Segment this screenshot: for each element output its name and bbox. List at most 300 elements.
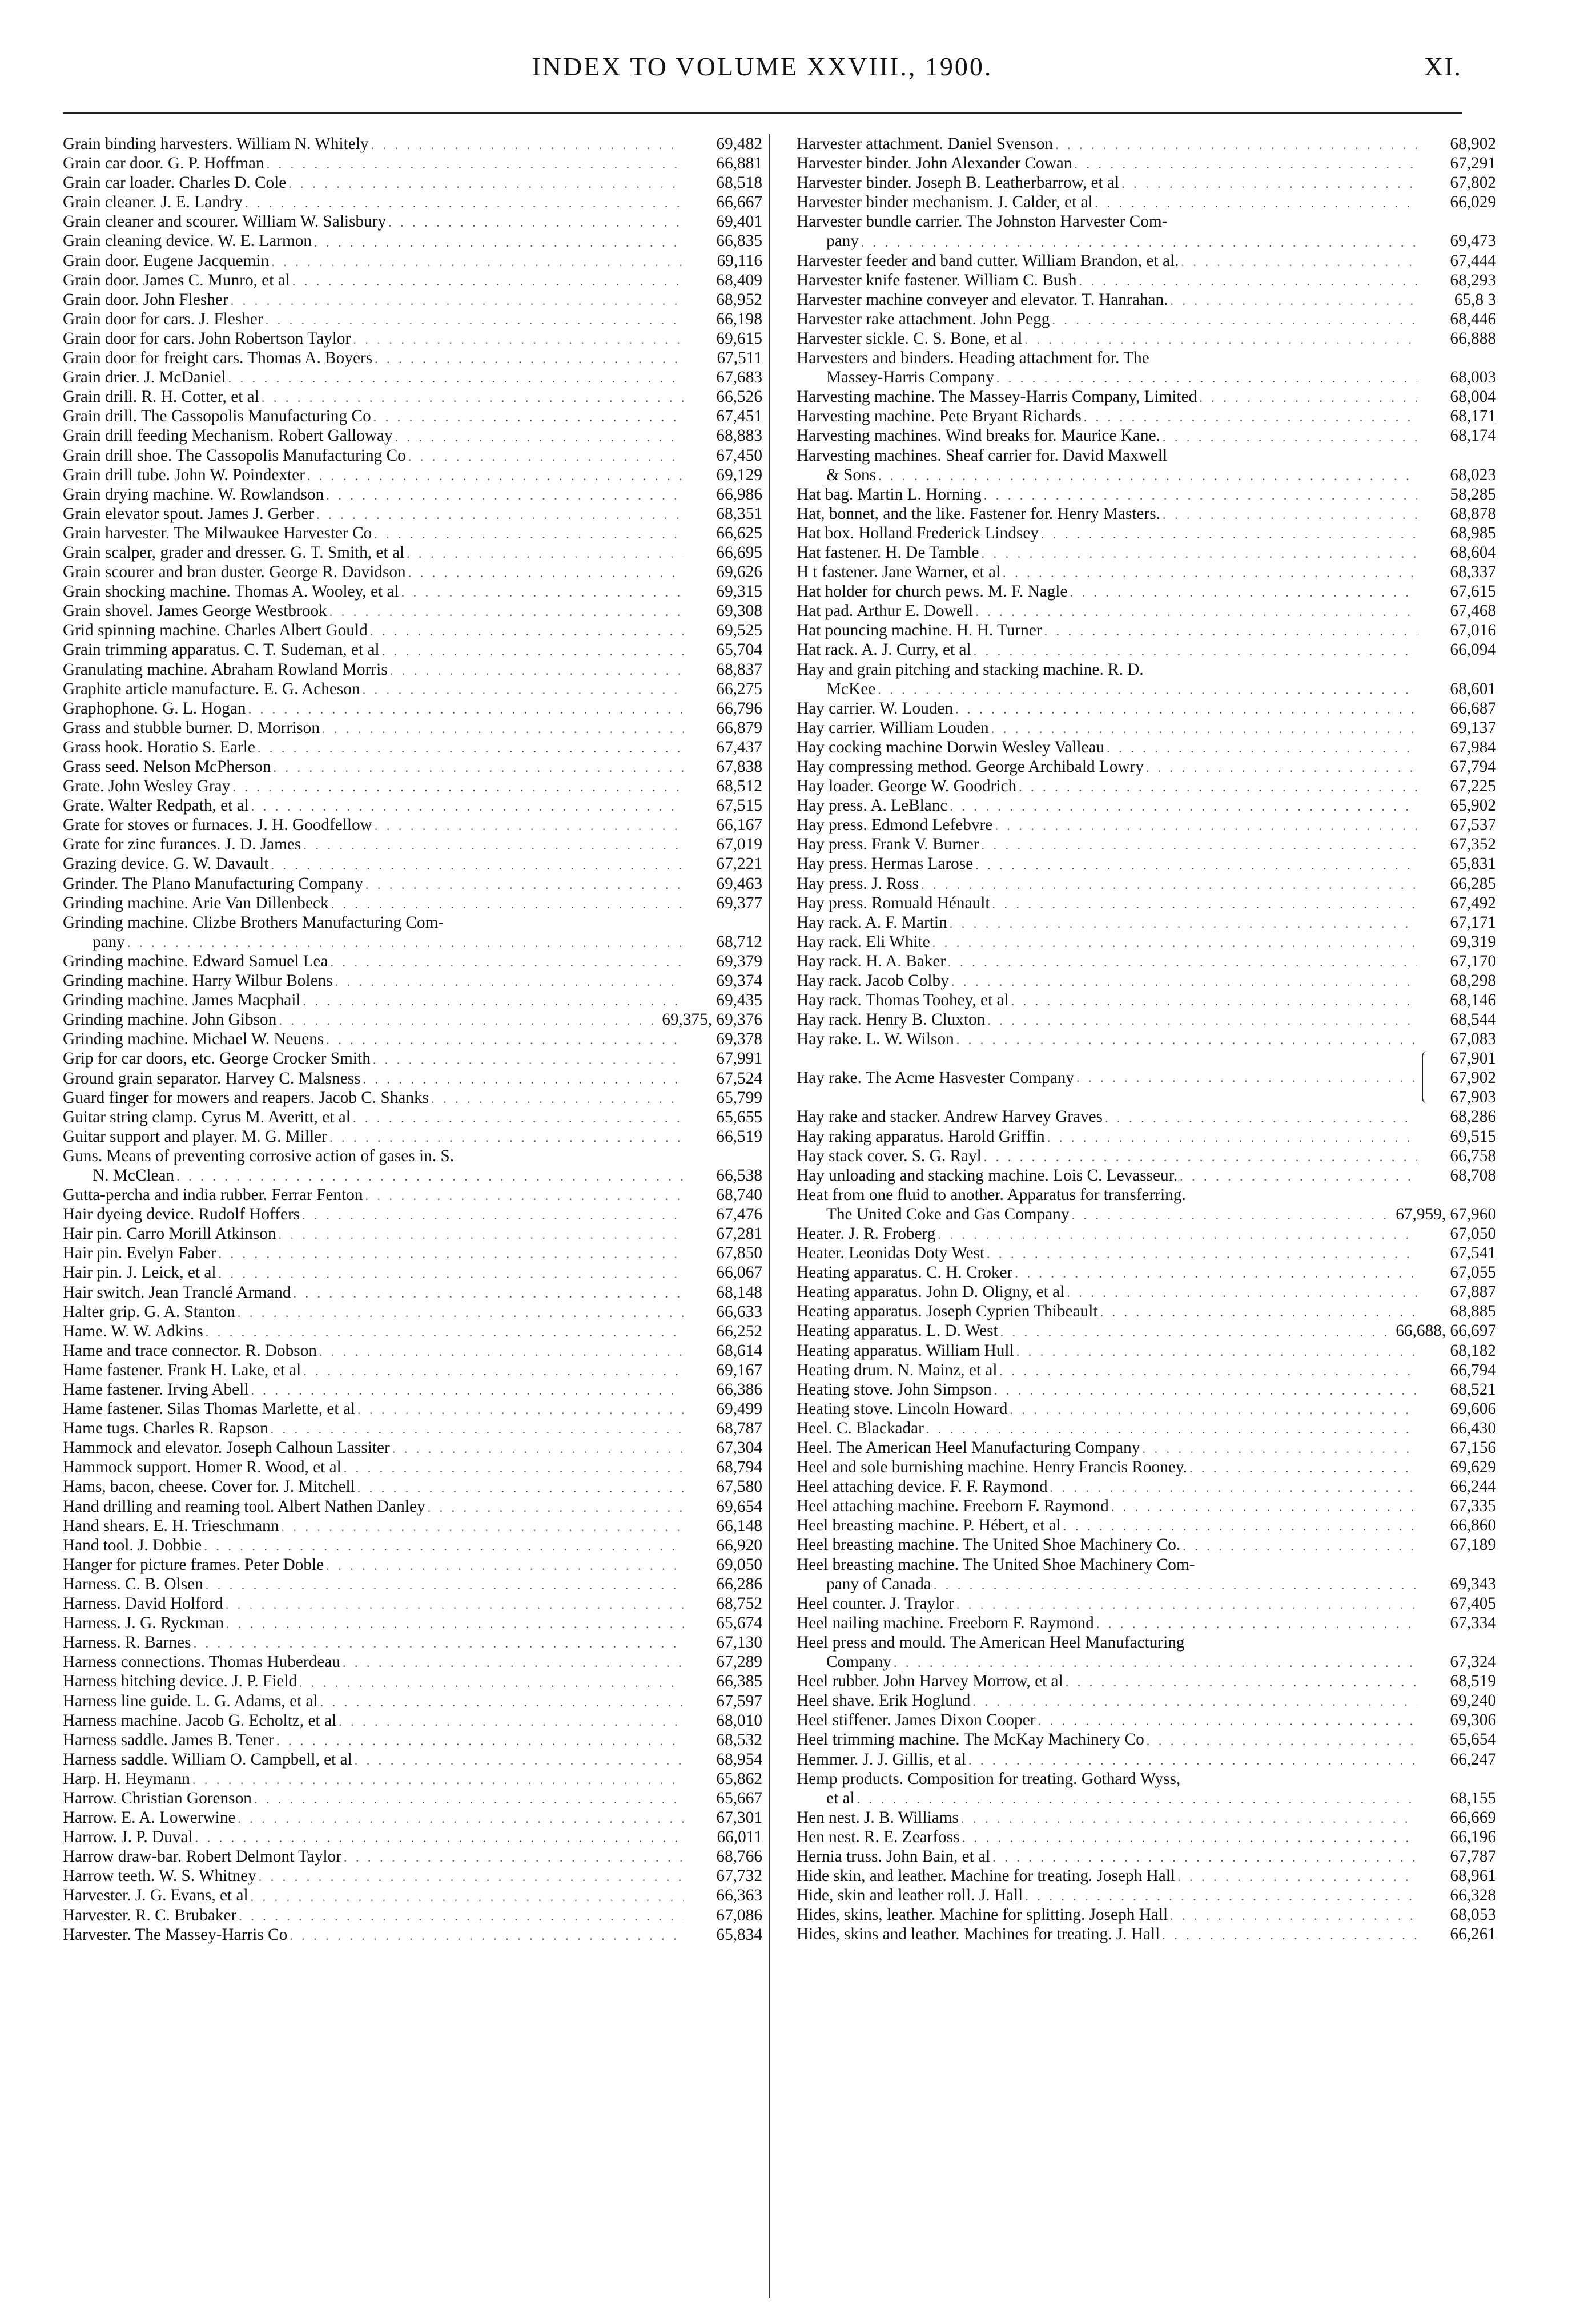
entry-text: Grain binding harvesters. William N. Whitely xyxy=(63,135,369,153)
dot-leader xyxy=(238,1304,684,1322)
patent-number: 68,146 xyxy=(1450,991,1496,1010)
index-entry xyxy=(797,173,1496,192)
dot-leader xyxy=(365,1187,684,1205)
entry-text: Harrow draw-bar. Robert Delmont Taylor xyxy=(63,1847,341,1866)
dot-leader xyxy=(878,468,1417,485)
entry-text: McKee xyxy=(826,679,876,698)
index-entry xyxy=(63,465,762,485)
dot-leader xyxy=(1183,1538,1417,1555)
patent-number: 67,324 xyxy=(1450,1653,1496,1671)
index-entry xyxy=(797,854,1496,873)
dot-leader xyxy=(276,1733,684,1750)
index-entry xyxy=(797,1107,1496,1126)
dot-leader xyxy=(938,1226,1417,1243)
dot-leader xyxy=(271,253,684,271)
entry-text: Grain door for cars. J. Flesher xyxy=(63,309,263,328)
dot-leader xyxy=(294,1285,684,1302)
dot-leader xyxy=(1015,1265,1417,1282)
index-entry xyxy=(797,1127,1496,1146)
column-divider xyxy=(769,134,770,2298)
index-entry xyxy=(797,1341,1496,1360)
index-entry xyxy=(63,757,762,776)
dot-leader xyxy=(1066,1674,1417,1691)
index-entry xyxy=(63,154,762,173)
index-entry xyxy=(797,1710,1496,1730)
entry-text: Harrow. J. P. Duval xyxy=(63,1828,193,1847)
index-entry xyxy=(797,562,1496,582)
dot-leader xyxy=(948,954,1417,971)
patent-number: 69,050 xyxy=(716,1555,762,1574)
patent-number: 66,794 xyxy=(1450,1360,1496,1379)
patent-number: 66,860 xyxy=(1450,1516,1496,1535)
dot-leader xyxy=(1162,1927,1417,1944)
dot-leader xyxy=(982,545,1417,562)
index-column-left xyxy=(63,134,762,2298)
dot-leader xyxy=(921,876,1417,893)
index-entry xyxy=(797,271,1496,290)
patent-number: 69,379 xyxy=(716,952,762,970)
index-entry xyxy=(63,1789,762,1808)
patent-number: 68,148 xyxy=(716,1283,762,1302)
entry-text: Hat fastener. H. De Tamble xyxy=(797,543,979,562)
patent-number: 65,831 xyxy=(1450,855,1496,873)
index-entry xyxy=(797,1438,1496,1457)
entry-text: Heat from one fluid to another. Apparatus for transferring. xyxy=(797,1185,1186,1204)
dot-leader xyxy=(251,1382,684,1399)
entry-text: Harvester. R. C. Brubaker xyxy=(63,1906,237,1924)
dot-leader xyxy=(194,1635,684,1652)
entry-text: Hernia truss. John Bain, et al xyxy=(797,1847,991,1866)
index-entry xyxy=(797,738,1496,757)
dot-leader xyxy=(962,1830,1417,1847)
entry-text: pany xyxy=(93,932,125,951)
entry-text: Heating apparatus. C. H. Croker xyxy=(797,1263,1013,1282)
index-entry xyxy=(797,368,1496,387)
index-entry xyxy=(797,1263,1496,1282)
index-entry xyxy=(63,1847,762,1866)
dot-leader xyxy=(950,915,1417,932)
index-entry xyxy=(797,426,1496,445)
index-entry xyxy=(797,290,1496,309)
entry-text: Grain drier. J. McDaniel xyxy=(63,368,226,387)
index-entry xyxy=(797,523,1496,543)
entry-text: Heel. The American Heel Manufacturing Company xyxy=(797,1439,1140,1457)
index-entry xyxy=(63,1146,762,1166)
index-entry xyxy=(797,757,1496,776)
patent-number: 68,883 xyxy=(716,426,762,445)
dot-leader xyxy=(934,1577,1417,1594)
index-entry xyxy=(63,1497,762,1516)
patent-number: 67,902 xyxy=(1450,1069,1496,1088)
patent-number: 69,378 xyxy=(716,1030,762,1049)
patent-number: 69,629 xyxy=(1450,1458,1496,1477)
patent-number: 69,240 xyxy=(1450,1691,1496,1710)
dot-leader xyxy=(303,1363,684,1380)
entry-text: Grip for car doors, etc. George Crocker Smith xyxy=(63,1049,371,1068)
entry-text: Granulating machine. Abraham Rowland Morris xyxy=(63,660,388,679)
index-entry xyxy=(63,1419,762,1438)
index-entry xyxy=(797,1671,1496,1691)
patent-number: 67,156 xyxy=(1450,1439,1496,1457)
entry-text: Grinder. The Plano Manufacturing Company xyxy=(63,874,363,893)
patent-number: 67,405 xyxy=(1450,1594,1496,1613)
entry-text: Guns. Means of preventing corrosive action of gases in. S. xyxy=(63,1146,455,1165)
entry-text: Heater. J. R. Froberg xyxy=(797,1224,936,1243)
index-entry xyxy=(63,1380,762,1399)
entry-text: Hanger for picture frames. Peter Doble xyxy=(63,1555,324,1574)
index-entry xyxy=(63,1263,762,1282)
dot-leader xyxy=(1044,623,1417,640)
patent-number: 66,285 xyxy=(1450,874,1496,893)
patent-number: 68,003 xyxy=(1450,368,1496,387)
dot-leader xyxy=(1111,1499,1417,1516)
index-entry xyxy=(797,1243,1496,1263)
entry-text: Harness line guide. L. G. Adams, et al xyxy=(63,1691,318,1710)
index-entry xyxy=(63,504,762,523)
entry-text: Hemp products. Composition for treating. Gothard Wyss, xyxy=(797,1769,1181,1788)
index-entry xyxy=(63,1574,762,1594)
entry-text: Grate. John Wesley Gray xyxy=(63,777,231,796)
patent-number: 68,954 xyxy=(716,1750,762,1769)
entry-text: Harvester sickle. C. S. Bone, et al xyxy=(797,329,1023,348)
patent-number: 69,315 xyxy=(716,582,762,601)
dot-leader xyxy=(344,1849,684,1866)
index-entry xyxy=(797,1205,1496,1224)
index-entry xyxy=(63,1341,762,1360)
index-entry xyxy=(63,1730,762,1750)
dot-leader xyxy=(176,1168,684,1185)
dot-leader xyxy=(363,682,684,699)
entry-text: Heel and sole burnishing machine. Henry Francis Rooney. xyxy=(797,1458,1187,1477)
entry-text: Hay rack. Thomas Toohey, et al xyxy=(797,991,1009,1010)
index-entry xyxy=(63,893,762,913)
entry-text: Harrow. E. A. Lowerwine xyxy=(63,1809,236,1827)
dot-leader xyxy=(894,1654,1417,1671)
patent-number: 67,580 xyxy=(716,1477,762,1496)
patent-number: 66,633 xyxy=(716,1302,762,1321)
dot-leader xyxy=(982,837,1417,854)
patent-number: 65,704 xyxy=(716,641,762,659)
dot-leader xyxy=(357,1480,684,1497)
dot-leader xyxy=(1095,195,1417,212)
dot-leader xyxy=(1180,1168,1417,1185)
index-entry xyxy=(797,1516,1496,1535)
entry-text: Heel nailing machine. Freeborn F. Raymond xyxy=(797,1613,1094,1632)
dot-leader xyxy=(1011,993,1417,1010)
entry-text: Hand shears. E. H. Trieschmann xyxy=(63,1516,279,1535)
index-entry xyxy=(63,1010,762,1029)
patent-number: 67,221 xyxy=(716,855,762,873)
index-entry xyxy=(63,660,762,679)
index-entry xyxy=(797,582,1496,601)
dot-leader xyxy=(951,973,1417,990)
dot-leader xyxy=(972,1693,1417,1710)
dot-leader xyxy=(363,1071,684,1088)
entry-text: Ground grain separator. Harvey C. Malsness xyxy=(63,1069,361,1088)
dot-leader xyxy=(232,779,684,796)
index-entry xyxy=(797,1282,1496,1302)
entry-text: Heel. C. Blackadar xyxy=(797,1419,924,1437)
entry-text: Heating stove. Lincoln Howard xyxy=(797,1399,1008,1418)
page-title: INDEX TO VOLUME XXVIII., 1900. xyxy=(532,52,993,81)
patent-number: 68,010 xyxy=(716,1711,762,1730)
patent-number: 67,083 xyxy=(1450,1030,1496,1049)
dot-leader xyxy=(961,1810,1417,1827)
index-entry xyxy=(63,1322,762,1341)
index-entry xyxy=(797,835,1496,854)
entry-text: Harvesting machine. Pete Bryant Richards xyxy=(797,407,1082,426)
index-entry xyxy=(63,796,762,815)
dot-leader xyxy=(319,1343,684,1360)
index-entry xyxy=(63,1750,762,1769)
dot-leader xyxy=(307,468,684,485)
index-entry xyxy=(63,309,762,329)
patent-number: 66,275 xyxy=(716,679,762,698)
entry-text: Harvesting machine. The Massey-Harris Company, Limited xyxy=(797,388,1197,406)
dot-leader xyxy=(996,370,1417,387)
index-entry xyxy=(63,1866,762,1886)
dot-leader xyxy=(1170,1907,1417,1924)
dot-leader xyxy=(266,312,684,329)
dot-leader xyxy=(206,1324,684,1341)
dot-leader xyxy=(303,993,684,1010)
patent-number: 66,198 xyxy=(716,309,762,328)
dot-leader xyxy=(281,1519,684,1536)
dot-leader xyxy=(1189,1460,1417,1477)
patent-number: 67,838 xyxy=(716,758,762,776)
index-entry xyxy=(63,601,762,621)
entry-text: Heating apparatus. William Hull xyxy=(797,1341,1014,1360)
dot-leader xyxy=(1105,1110,1417,1127)
dot-leader xyxy=(956,1596,1417,1613)
patent-number: 67,444 xyxy=(1450,251,1496,270)
dot-leader xyxy=(290,1927,684,1944)
patent-number: 67,683 xyxy=(716,368,762,387)
index-entry xyxy=(797,1750,1496,1769)
patent-number: 66,244 xyxy=(1450,1477,1496,1496)
patent-number: 69,606 xyxy=(1450,1399,1496,1418)
dot-leader xyxy=(878,682,1417,699)
entry-text: Harp. H. Heymann xyxy=(63,1769,190,1788)
dot-leader xyxy=(987,1246,1417,1263)
entry-text: Hay press. Hermas Larose xyxy=(797,855,974,873)
dot-leader xyxy=(314,234,684,251)
entry-text: Grain scalper, grader and dresser. G. T. Smith, et al xyxy=(63,543,405,562)
patent-number: 68,985 xyxy=(1450,523,1496,542)
patent-number: 65,667 xyxy=(716,1789,762,1807)
patent-number: 68,518 xyxy=(716,174,762,192)
entry-text: pany of Canada xyxy=(826,1574,931,1593)
index-entry xyxy=(797,932,1496,952)
entry-text: Grain trimming apparatus. C. T. Sudeman, et al xyxy=(63,641,380,659)
entry-text: Hame tugs. Charles R. Rapson xyxy=(63,1419,268,1438)
entry-text: Harvester bundle carrier. The Johnston Harvester Com- xyxy=(797,212,1168,231)
dot-leader xyxy=(195,1830,684,1847)
patent-number: 67,787 xyxy=(1450,1847,1496,1866)
entry-text: Hat box. Holland Frederick Lindsey xyxy=(797,523,1039,542)
patent-number: 66,888 xyxy=(1450,329,1496,348)
entry-text: Grinding machine. John Gibson xyxy=(63,1010,277,1029)
patent-number: 69,499 xyxy=(716,1400,762,1419)
dot-leader xyxy=(1063,1518,1417,1535)
dot-leader xyxy=(218,1266,684,1283)
entry-text: Hay carrier. William Louden xyxy=(797,718,989,737)
patent-number: 66,196 xyxy=(1450,1827,1496,1846)
patent-number: 68,446 xyxy=(1450,309,1496,328)
dot-leader xyxy=(408,565,684,582)
entry-text: Grain cleaning device. W. E. Larmon xyxy=(63,232,312,251)
dot-leader xyxy=(271,857,684,874)
index-entry xyxy=(797,1146,1496,1166)
patent-number: 67,903 xyxy=(1450,1088,1496,1107)
entry-text: Hair dyeing device. Rudolf Hoffers xyxy=(63,1205,300,1224)
entry-text: Hen nest. J. B. Williams xyxy=(797,1808,959,1827)
entry-text: Grain door for cars. John Robertson Taylor xyxy=(63,329,351,348)
entry-text: Grain drill feeding Mechanism. Robert Galloway xyxy=(63,426,393,445)
entry-text: Harrow teeth. W. S. Whitney xyxy=(63,1867,256,1886)
patent-number: 68,174 xyxy=(1450,426,1496,445)
dot-leader xyxy=(1084,409,1417,426)
patent-number: 67,615 xyxy=(1450,582,1496,601)
entry-text: Hide, skin and leather roll. J. Hall xyxy=(797,1886,1023,1905)
entry-text: Grain scourer and bran duster. George R. Davidson xyxy=(63,563,406,582)
index-entry xyxy=(797,1594,1496,1613)
dot-leader xyxy=(388,214,684,231)
patent-number: 67,189 xyxy=(1450,1536,1496,1554)
dot-leader xyxy=(274,759,684,776)
dot-leader xyxy=(231,292,684,309)
patent-number: 69,377 xyxy=(716,893,762,912)
patent-number: 67,524 xyxy=(716,1069,762,1088)
entry-text: Grain shovel. James George Westbrook xyxy=(63,602,327,621)
index-entry xyxy=(63,952,762,971)
patent-number: 67,476 xyxy=(716,1205,762,1224)
entry-text: Grain harvester. The Milwaukee Harvester Co xyxy=(63,523,372,542)
dot-leader xyxy=(303,837,684,854)
dot-leader xyxy=(932,935,1417,952)
entry-text: Heel breasting machine. The United Shoe Machinery Com- xyxy=(797,1555,1195,1574)
patent-number: 66,430 xyxy=(1450,1419,1496,1437)
index-entry xyxy=(797,796,1496,815)
entry-text: Heating stove. John Simpson xyxy=(797,1380,992,1399)
entry-text: Hair pin. Carro Morill Atkinson xyxy=(63,1225,276,1243)
index-entry xyxy=(63,1243,762,1263)
entry-text: Hay rack. H. A. Baker xyxy=(797,952,946,970)
entry-text: Heel stiffener. James Dixon Cooper xyxy=(797,1711,1036,1730)
index-entry xyxy=(63,329,762,348)
index-entry xyxy=(63,134,762,154)
index-entry xyxy=(797,387,1496,406)
patent-number: 67,335 xyxy=(1450,1497,1496,1516)
dot-leader xyxy=(999,1363,1417,1380)
entry-text: Hat holder for church pews. M. F. Nagle xyxy=(797,582,1068,601)
entry-text: Hat bag. Martin L. Horning xyxy=(797,485,982,504)
patent-number: 68,740 xyxy=(716,1186,762,1205)
dot-leader xyxy=(218,1246,684,1263)
patent-number: 68,708 xyxy=(1450,1166,1496,1185)
index-entry xyxy=(63,1555,762,1574)
entry-text: Grain car loader. Charles D. Cole xyxy=(63,174,287,192)
index-entry xyxy=(63,815,762,835)
dot-leader xyxy=(259,1868,684,1886)
patent-number: 67,050 xyxy=(1450,1224,1496,1243)
index-entry xyxy=(797,1924,1496,1944)
patent-number: 65,862 xyxy=(716,1769,762,1788)
dot-leader xyxy=(267,156,684,173)
index-entry xyxy=(63,1283,762,1302)
patent-number: 66,526 xyxy=(716,388,762,406)
patent-number: 67,984 xyxy=(1450,738,1496,756)
patent-number: 68,604 xyxy=(1450,543,1496,562)
patent-number: 68,532 xyxy=(716,1730,762,1749)
index-entry xyxy=(63,913,762,932)
index-entry xyxy=(797,660,1496,679)
patent-number: 68,794 xyxy=(716,1458,762,1477)
index-entry xyxy=(63,699,762,718)
index-entry xyxy=(797,621,1496,640)
index-entry xyxy=(63,562,762,582)
index-entry xyxy=(63,1886,762,1905)
index-entry xyxy=(797,776,1496,796)
patent-number: 67,537 xyxy=(1450,816,1496,835)
patent-number: 68,752 xyxy=(716,1594,762,1613)
index-entry xyxy=(63,173,762,192)
index-entry xyxy=(797,1477,1496,1496)
patent-number: 66,386 xyxy=(716,1380,762,1399)
patent-number: 66,252 xyxy=(716,1322,762,1340)
entry-text: Heel attaching machine. Freeborn F. Raymond xyxy=(797,1497,1109,1516)
dot-leader xyxy=(861,234,1417,251)
bracketed-patent-numbers xyxy=(1421,1049,1496,1107)
entry-text: Hat pad. Arthur E. Dowell xyxy=(797,602,974,621)
entry-text: Heel attaching device. F. F. Raymond xyxy=(797,1477,1048,1496)
entry-text: Hemmer. J. J. Gillis, et al xyxy=(797,1750,967,1769)
entry-text: Hay rake and stacker. Andrew Harvey Graves xyxy=(797,1107,1103,1126)
dot-leader xyxy=(395,429,684,446)
patent-number: 69,626 xyxy=(716,563,762,582)
patent-number: 68,337 xyxy=(1450,563,1496,582)
dot-leader xyxy=(1107,740,1417,757)
entry-text: Grinding machine. Harry Wilbur Bolens xyxy=(63,972,333,990)
patent-number: 67,225 xyxy=(1450,777,1496,796)
entry-text: Hay rack. A. F. Martin xyxy=(797,913,947,932)
index-entry xyxy=(797,913,1496,932)
patent-number: 66,167 xyxy=(716,816,762,835)
patent-number: 66,881 xyxy=(716,154,762,173)
index-entry xyxy=(63,485,762,504)
entry-text: Grain car door. G. P. Hoffman xyxy=(63,154,264,173)
index-entry xyxy=(63,1224,762,1243)
dot-leader xyxy=(329,1129,684,1146)
page-header xyxy=(63,39,1462,102)
dot-leader xyxy=(365,876,684,893)
patent-number: 66,986 xyxy=(716,485,762,504)
entry-text: Grain drying machine. W. Rowlandson xyxy=(63,485,324,504)
index-entry xyxy=(63,1399,762,1419)
dot-leader xyxy=(1100,1304,1418,1321)
entry-text: Harvesting machines. Wind breaks for. Maurice Kane. xyxy=(797,426,1160,445)
patent-number: 68,004 xyxy=(1450,388,1496,406)
index-entry xyxy=(63,1613,762,1633)
entry-text: Harvester knife fastener. William C. Bush xyxy=(797,271,1077,289)
dot-leader xyxy=(322,720,684,738)
dot-leader xyxy=(271,1421,684,1438)
index-entry xyxy=(63,1827,762,1847)
patent-number: 67,301 xyxy=(716,1809,762,1827)
dot-leader xyxy=(206,1577,684,1594)
entry-text: Guitar support and player. M. G. Miller xyxy=(63,1127,327,1146)
dot-leader xyxy=(1096,1616,1417,1633)
